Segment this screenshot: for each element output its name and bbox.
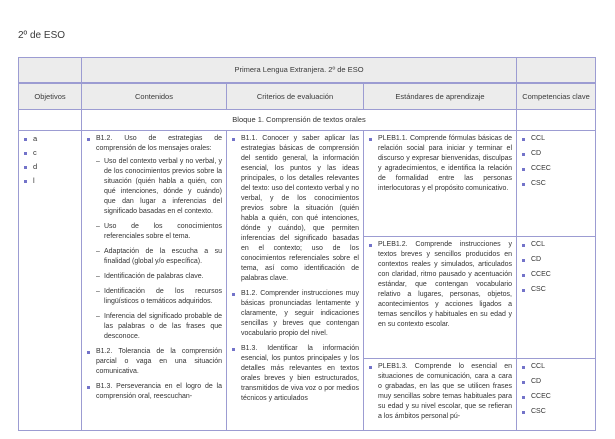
contenidos-subitem-text: Inferencia del significado probable de las palabras o de las frases que desconoce. <box>104 313 222 340</box>
contenidos-clip <box>86 134 222 407</box>
estandar-list-3 <box>368 362 512 422</box>
block-title: Bloque 1. Comprensión de textos orales <box>82 110 517 131</box>
objetivos-cell <box>19 131 82 431</box>
competencia-label: CCEC <box>531 165 551 172</box>
criterios-list <box>231 134 359 404</box>
criterios-clip <box>231 134 359 409</box>
criterio-item <box>231 134 359 284</box>
competencia-item <box>521 362 591 372</box>
competencia-item <box>521 377 591 387</box>
curriculum-table <box>18 57 596 431</box>
table-title: Primera Lengua Extranjera. 2º de ESO <box>82 58 517 84</box>
contenidos-subitem-text: Uso de los conocimientos referenciales sobre el tema. <box>104 223 222 240</box>
col-header-objetivos: Objetivos <box>19 83 82 110</box>
competencia-item <box>521 392 591 402</box>
block-row <box>19 110 596 131</box>
estandar-item-3: PLEB1.3. Comprende lo esencial en situaciones de comunicación, cara a cara o grabadas, en las que se utilicen frases muy sencillas sobre temas habituales para su edad y su nivel escolar, que se refieran a los ámbitos personal pú- <box>368 362 512 422</box>
competencia-item <box>521 240 591 250</box>
objetivo-item <box>23 162 77 172</box>
competencia-label: CCEC <box>531 393 551 400</box>
competencia-item <box>521 164 591 174</box>
title-row-empty-left <box>19 58 82 84</box>
criterio-item <box>231 289 359 339</box>
contenidos-subitem <box>96 272 222 282</box>
estandar-cell-1 <box>364 131 517 237</box>
estandar-clip-3 <box>368 362 512 427</box>
competencia-item <box>521 270 591 280</box>
estandar-cell-3 <box>364 359 517 431</box>
col-header-competencias: Competencias clave <box>517 83 596 110</box>
competencia-label: CSC <box>531 408 546 415</box>
estandar-item-1: PLEB1.1. Comprende fórmulas básicas de relación social para iniciar y terminar el discurso y expresar bienvenidas, disculpas y agradecimientos, e identifica la relación de formalidad entre las personas interlocutoras y el propósito comunicativo. <box>368 134 512 194</box>
title-row-empty-right <box>517 58 596 84</box>
objetivos-list <box>23 134 77 186</box>
contenidos-item <box>86 382 222 402</box>
criterio-item-text: B1.1. Conocer y saber aplicar las estrategias básicas de comprensión del sentido general, la información esencial, los puntos y las ideas principales, o los detalles relevantes del texto: uso del contexto verbal y no verbal, y de los conocimientos previos sobre la situación (quién habla a quién, con qué intenciones, dónde y cuándo), que permiten inferencias del significado basadas en el contexto; uso de los conocimientos referenciales sobre el tema, así como identificación de palabras clave. <box>241 135 359 282</box>
content-row-1 <box>19 131 596 237</box>
col-header-criterios: Criterios de evaluación <box>227 83 364 110</box>
objetivo-item <box>23 134 77 144</box>
competencia-item <box>521 407 591 417</box>
competencia-label: CSC <box>531 286 546 293</box>
objetivo-letter: c <box>33 148 37 157</box>
competencia-label: CCL <box>531 241 546 248</box>
block-row-empty-right <box>517 110 596 131</box>
contenidos-item-text: B1.3. Perseverancia en el logro de la comprensión oral, reescuchan- <box>96 383 222 400</box>
contenidos-subitem <box>96 247 222 267</box>
competencia-label: CCEC <box>531 271 551 278</box>
competencias-cell-2 <box>517 237 596 359</box>
contenidos-subitem <box>96 157 222 217</box>
competencia-item <box>521 149 591 159</box>
criterio-item-text: B1.2. Comprender instrucciones muy básicas pronunciadas lentamente y claramente, y seguir indicaciones sencillas y breves que contengan vocabulario propio del nivel. <box>241 290 359 337</box>
contenidos-item-text: B1.2. Uso de estrategias de comprensión de los mensajes orales: <box>96 135 222 152</box>
competencia-label: CD <box>531 150 542 157</box>
contenidos-subitem-text: Identificación de palabras clave. <box>104 273 204 280</box>
contenidos-item-text: B1.2. Tolerancia de la comprensión parcial o vaga en una situación comunicativa. <box>96 348 222 375</box>
competencias-list-3 <box>521 362 591 417</box>
criterio-item-text: B1.3. Identificar la información esencial, los puntos principales y los detalles más relevantes en textos orales breves y bien estructurados, transmitidos de viva voz o por medios técnicos y articulados <box>241 345 359 402</box>
estandar-list-2 <box>368 240 512 330</box>
competencia-label: CD <box>531 378 542 385</box>
criterio-item <box>231 344 359 404</box>
contenidos-item <box>86 134 222 342</box>
objetivo-item <box>23 148 77 158</box>
criterios-cell <box>227 131 364 431</box>
contenidos-subitem-text: Identificación de los recursos lingüísticos o temáticos adquiridos. <box>104 288 222 305</box>
contenidos-list <box>86 134 222 402</box>
contenidos-sublist <box>96 157 222 342</box>
contenidos-subitem <box>96 312 222 342</box>
page-title: 2º de ESO <box>18 30 66 41</box>
objetivo-letter: a <box>33 134 38 143</box>
competencias-cell-3 <box>517 359 596 431</box>
table-title-row <box>19 58 596 84</box>
competencia-item <box>521 255 591 265</box>
contenidos-subitem <box>96 287 222 307</box>
competencia-item <box>521 179 591 189</box>
contenidos-subitem-text: Adaptación de la escucha a su finalidad (global y/o específica). <box>104 248 222 265</box>
competencia-item <box>521 134 591 144</box>
objetivo-letter: d <box>33 162 38 171</box>
competencia-label: CCL <box>531 135 546 142</box>
objetivo-item <box>23 176 77 186</box>
competencia-item <box>521 285 591 295</box>
col-header-estandares: Estándares de aprendizaje <box>364 83 517 110</box>
estandar-item-2: PLEB1.2. Comprende instrucciones y textos breves y sencillos producidos en contextos reales y simulados, articulados con claridad, ritmo pausado y acentuación estándar, que contengan vocabulario relativo a lugares, personas, objetos, acontecimientos y acciones ligados a temas sencillos y habituales en su edad y en su contexto escolar. <box>368 240 512 330</box>
competencia-label: CD <box>531 256 542 263</box>
estandar-cell-2 <box>364 237 517 359</box>
col-header-contenidos: Contenidos <box>82 83 227 110</box>
contenidos-cell <box>82 131 227 431</box>
contenidos-item <box>86 347 222 377</box>
competencias-list-2 <box>521 240 591 295</box>
competencia-label: CCL <box>531 363 546 370</box>
objetivo-letter: l <box>33 176 35 185</box>
estandar-list-1 <box>368 134 512 194</box>
column-header-row <box>19 83 596 110</box>
contenidos-subitem <box>96 222 222 242</box>
competencias-list-1 <box>521 134 591 189</box>
competencia-label: CSC <box>531 180 546 187</box>
competencias-cell-1 <box>517 131 596 237</box>
contenidos-subitem-text: Uso del contexto verbal y no verbal, y de los conocimientos previos sobre la situación (quién habla a quién, con qué intenciones, dónde y cuándo) que dan lugar a inferencias del significado basadas en el contexto. <box>104 158 222 215</box>
block-row-empty-left <box>19 110 82 131</box>
